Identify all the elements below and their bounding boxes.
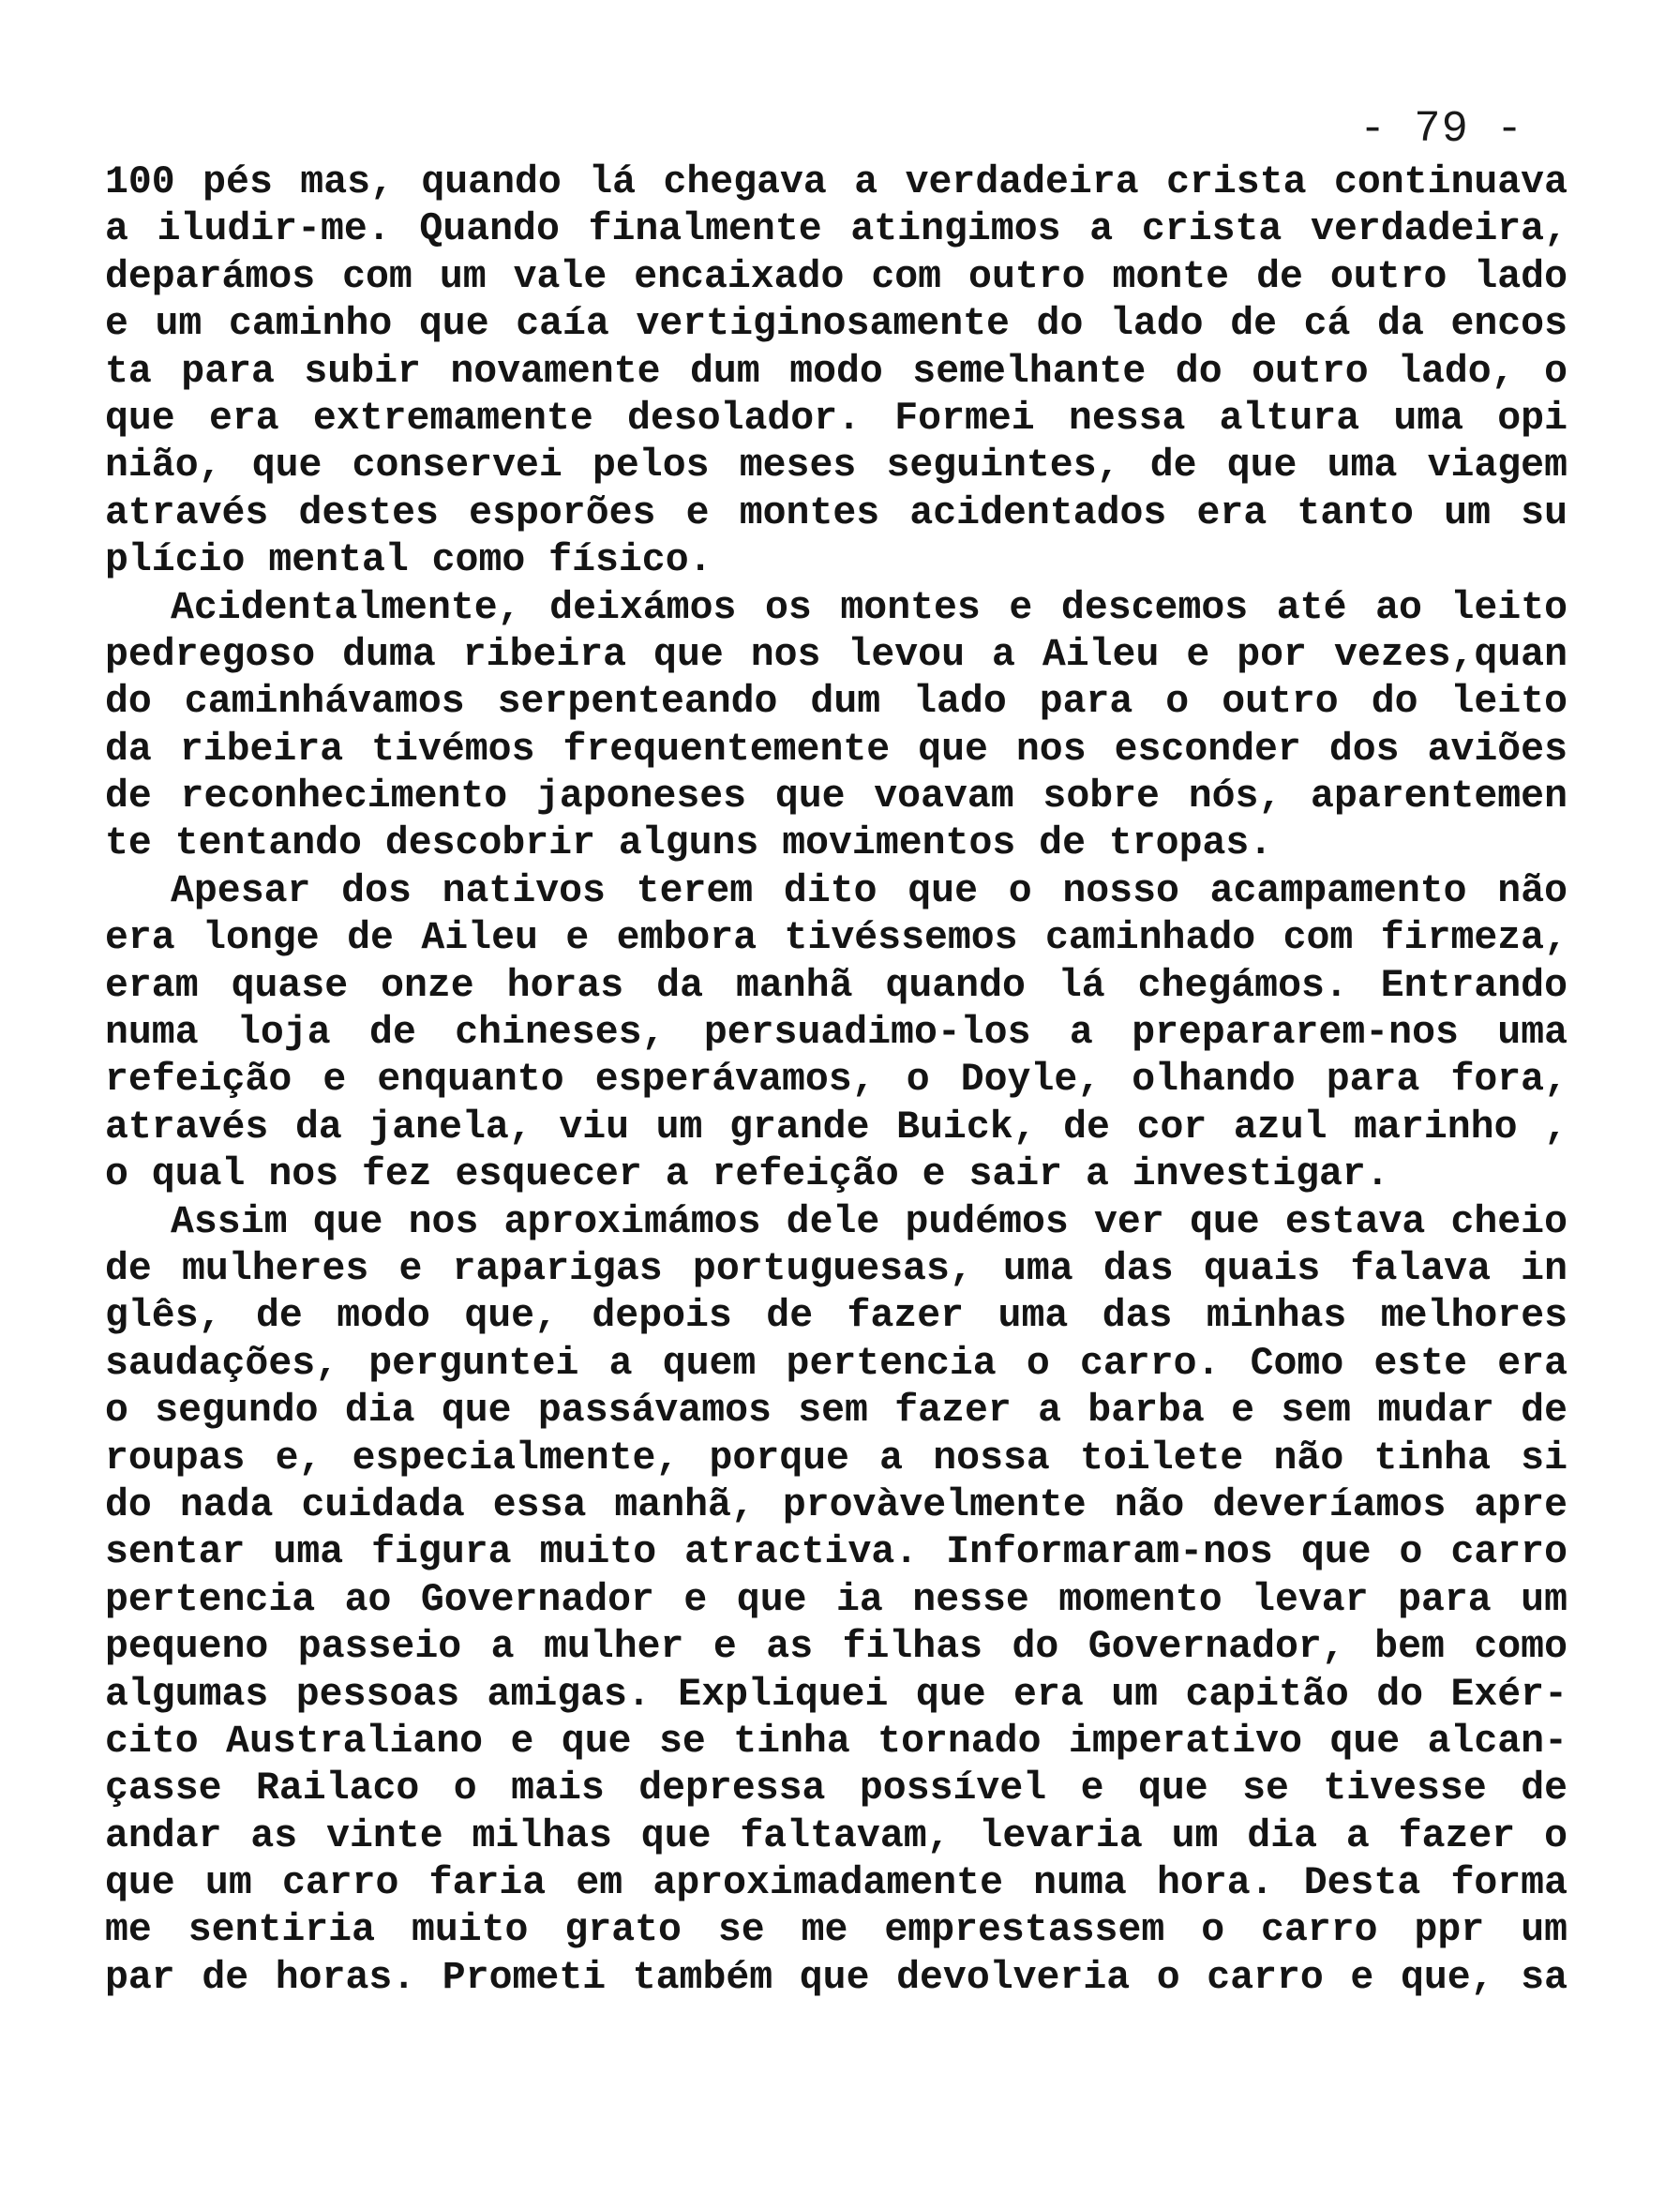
text-line: plício mental como físico. (105, 538, 712, 583)
text-line: andar as vinte milhas que faltavam, levaria um dia a fazer o (105, 1813, 1568, 1858)
text-line: pedregoso duma ribeira que nos levou a Aileu e por vezes,quan (105, 632, 1568, 677)
text-line: roupas e, especialmente, porque a nossa toilete não tinha si (105, 1435, 1568, 1480)
text-line: pertencia ao Governador e que ia nesse momento levar para um (105, 1577, 1568, 1622)
text-line: glês, de modo que, depois de fazer uma das minhas melhores (105, 1294, 1568, 1339)
text-line: Assim que nos aproximámos dele pudémos ver que estava cheio (171, 1199, 1568, 1244)
text-line: cito Australiano e que se tinha tornado imperativo que alcan- (105, 1719, 1568, 1764)
text-line: çasse Railaco o mais depressa possível e que se tivesse de (105, 1766, 1568, 1811)
text-line: ta para subir novamente dum modo semelhante do outro lado, o (105, 349, 1568, 394)
text-line: eram quase onze horas da manhã quando lá chegámos. Entrando (105, 963, 1568, 1008)
text-line: algumas pessoas amigas. Expliquei que era um capitão do Exér- (105, 1672, 1568, 1717)
text-line: sentar uma figura muito atractiva. Informaram-nos que o carro (105, 1530, 1568, 1575)
text-line: era longe de Aileu e embora tivéssemos caminhado com firmeza, (105, 916, 1568, 961)
text-line: que era extremamente desolador. Formei nessa altura uma opi (105, 396, 1568, 441)
body-text (105, 159, 1568, 2002)
text-line: através da janela, viu um grande Buick, de cor azul marinho , (105, 1105, 1568, 1150)
text-line: de reconhecimento japoneses que voavam sobre nós, aparentemen (105, 774, 1568, 819)
text-line: a iludir-me. Quando finalmente atingimos a crista verdadeira, (105, 207, 1568, 252)
text-line: e um caminho que caía vertiginosamente do lado de cá da encos (105, 302, 1568, 347)
text-line: através destes esporões e montes acidentados era tanto um su (105, 490, 1568, 535)
text-line: saudações, perguntei a quem pertencia o carro. Como este era (105, 1341, 1568, 1386)
text-line: deparámos com um vale encaixado com outro monte de outro lado (105, 254, 1568, 299)
text-line: refeição e enquanto esperávamos, o Doyle, olhando para fora, (105, 1058, 1568, 1103)
text-line: numa loja de chineses, persuadimo-los a prepararem-nos uma (105, 1011, 1568, 1056)
text-line: me sentiria muito grato se me emprestassem o carro ppr um (105, 1908, 1568, 1953)
text-line: do nada cuidada essa manhã, provàvelmente não deveríamos apre (105, 1482, 1568, 1527)
page-number: - 79 - (1359, 105, 1524, 155)
text-line: o segundo dia que passávamos sem fazer a barba e sem mudar de (105, 1389, 1568, 1434)
text-line: que um carro faria em aproximadamente numa hora. Desta forma (105, 1861, 1568, 1906)
text-line: 100 pés mas, quando lá chegava a verdadeira crista continuava (105, 160, 1568, 204)
text-line: o qual nos fez esquecer a refeição e sair a investigar. (105, 1152, 1389, 1197)
text-line: de mulheres e raparigas portuguesas, uma das quais falava in (105, 1246, 1568, 1291)
text-line: Apesar dos nativos terem dito que o nosso acampamento não (171, 868, 1568, 913)
text-line: Acidentalmente, deixámos os montes e descemos até ao leito (171, 585, 1568, 630)
text-line: nião, que conservei pelos meses seguintes, de que uma viagem (105, 443, 1568, 488)
text-line: te tentando descobrir alguns movimentos de tropas. (105, 821, 1273, 866)
text-line: da ribeira tivémos frequentemente que nos esconder dos aviões (105, 727, 1568, 772)
text-line: do caminhávamos serpenteando dum lado para o outro do leito (105, 680, 1568, 725)
text-line: par de horas. Prometi também que devolveria o carro e que, sa (105, 1955, 1568, 2000)
text-line: pequeno passeio a mulher e as filhas do Governador, bem como (105, 1625, 1568, 1670)
